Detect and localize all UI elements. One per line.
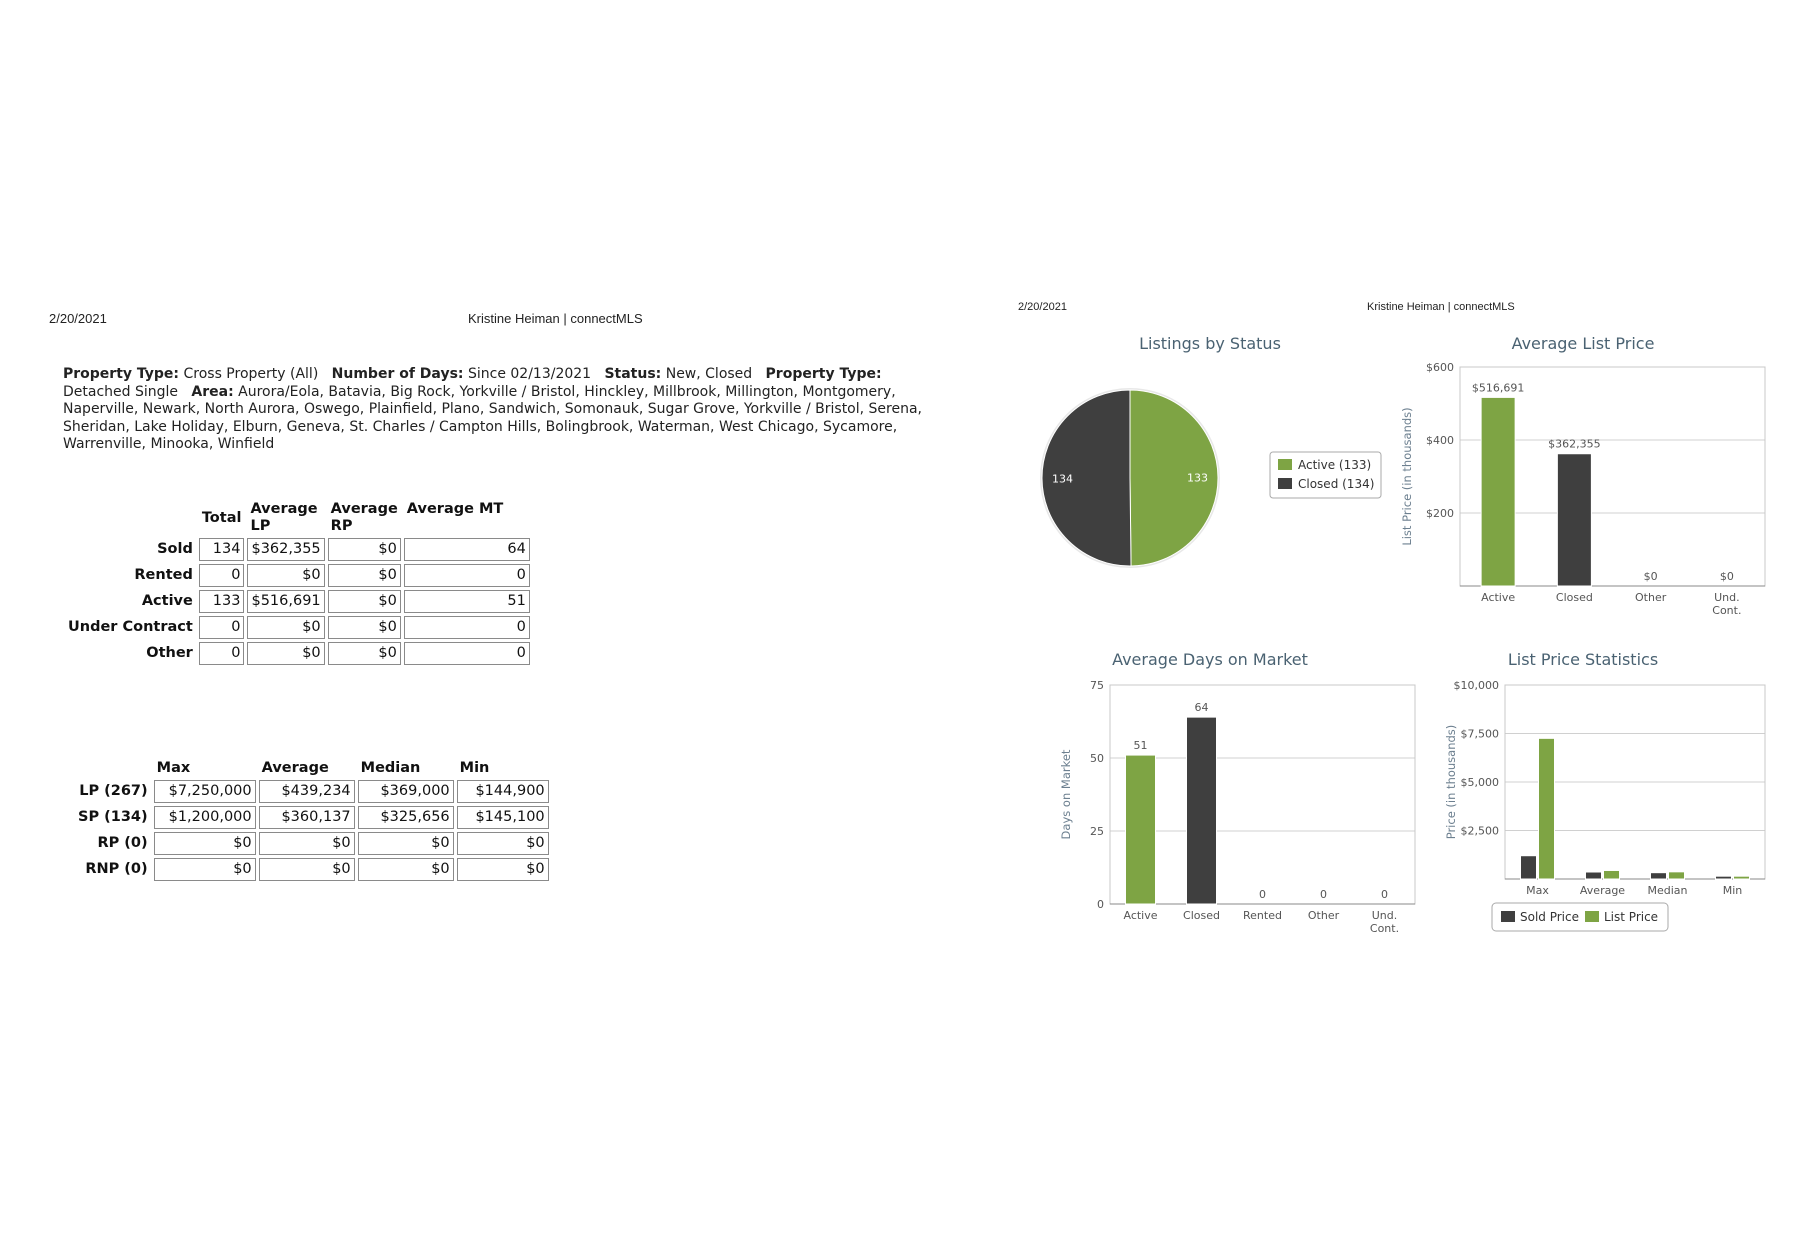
pie-slice-label: 134 (1052, 472, 1074, 486)
bar-sold-price-min (1716, 876, 1732, 879)
col-header: Average LP (250, 501, 318, 534)
bar-sold-price-average (1586, 872, 1602, 879)
row-label: Sold (157, 541, 193, 557)
bar-sold-price-median (1651, 873, 1667, 879)
legend-label: Active (133) (1298, 458, 1372, 472)
bar-active (1481, 397, 1515, 586)
legend-swatch (1278, 459, 1292, 470)
data-label: $362,355 (1548, 437, 1601, 451)
bar-active (1126, 755, 1156, 904)
bar-closed (1557, 454, 1591, 586)
x-tick-label: Closed (1183, 909, 1220, 922)
cell: $0 (328, 590, 401, 613)
x-tick-label: Cont. (1369, 922, 1400, 935)
cell: 0 (199, 642, 245, 665)
criteria-value: New, Closed (665, 366, 753, 382)
col-header: Average RP (330, 501, 398, 534)
chart-title: Average Days on Market (1112, 650, 1308, 669)
table-header-row (75, 760, 549, 777)
x-tick-label: Cont. (1712, 604, 1742, 617)
chart-title: List Price Statistics (1507, 650, 1659, 669)
cell: $0 (247, 642, 324, 665)
legend-swatch (1585, 911, 1599, 922)
page1-author: Kristine Heiman | connectMLS (468, 311, 643, 326)
y-tick-label: $200 (1426, 507, 1454, 520)
x-tick-label: Other (1307, 909, 1340, 922)
y-tick-label: 50 (1090, 752, 1104, 765)
page1-date: 2/20/2021 (49, 311, 107, 326)
search-criteria (63, 366, 943, 454)
cell: $325,656 (358, 806, 454, 829)
x-tick-label: Active (1123, 909, 1158, 922)
table-row (75, 780, 549, 803)
bar-sold-price-max (1521, 856, 1537, 879)
cell: $0 (328, 642, 401, 665)
data-label: 0 (1259, 888, 1266, 901)
cell: $0 (328, 538, 401, 561)
col-header: Median (360, 760, 421, 776)
data-label: 0 (1381, 888, 1388, 901)
legend-label: List Price (1604, 910, 1659, 924)
y-axis-label: Days on Market (1059, 749, 1073, 840)
x-tick-label: Max (1526, 884, 1549, 897)
y-axis-label: List Price (in thousands) (1400, 407, 1414, 546)
criteria-label: Property Type: (63, 366, 180, 382)
y-tick-label: $10,000 (1453, 679, 1499, 692)
y-tick-label: 0 (1097, 898, 1104, 911)
legend-swatch (1278, 478, 1292, 489)
x-tick-label: Und. (1371, 909, 1398, 922)
bar-list-price-median (1669, 872, 1685, 879)
data-label: 64 (1194, 701, 1209, 715)
bar-closed (1187, 717, 1217, 904)
y-tick-label: 75 (1090, 679, 1104, 692)
cell: 0 (199, 616, 245, 639)
table-row (65, 642, 530, 665)
cell: 0 (404, 564, 530, 587)
col-header: Max (156, 760, 191, 776)
legend-swatch (1501, 911, 1515, 922)
col-header: Total (201, 509, 242, 526)
criteria-label: Property Type: (765, 366, 882, 382)
row-label: RP (0) (97, 835, 148, 851)
data-label: $0 (1719, 570, 1734, 583)
cell: $0 (358, 858, 454, 881)
criteria-value: Aurora/Eola, Batavia, Big Rock, Yorkville / Bristol, Hinckley, Millbrook, Millington, Montgomery, Naperville, Newark, North Aurora, Oswego, Plainfield, Plano, Sandwich, Somonauk, Sugar Grove, Yorkville / Bristol, Serena, Sheridan, Lake Holiday, Elburn, Geneva, St. Charles / Campton Hills, Bolingbrook, Waterman, West Chicago, Sycamore, Warrenville, Minooka, Winfield (63, 383, 922, 452)
cell: $0 (154, 858, 256, 881)
pie-slice-label: 133 (1186, 471, 1208, 485)
criteria-value: Since 02/13/2021 (467, 366, 592, 382)
data-label: $0 (1643, 570, 1658, 583)
cell: $7,250,000 (154, 780, 256, 803)
cell: $0 (247, 616, 324, 639)
chart-title: Listings by Status (1139, 334, 1281, 353)
row-label: Under Contract (68, 619, 193, 635)
cell: $0 (457, 832, 549, 855)
row-label: Other (146, 645, 193, 661)
y-tick-label: $400 (1426, 434, 1454, 447)
criteria-label: Status: (604, 366, 662, 382)
row-label: Rented (134, 567, 193, 583)
data-label: 51 (1133, 739, 1148, 753)
cell: $439,234 (259, 780, 355, 803)
cell: $144,900 (457, 780, 549, 803)
y-tick-label: $5,000 (1460, 776, 1499, 789)
cell: $0 (259, 832, 355, 855)
row-label: RNP (0) (85, 861, 148, 877)
criteria-value: Cross Property (All) (183, 366, 319, 382)
x-tick-label: Median (1647, 884, 1688, 897)
data-label: 0 (1320, 888, 1327, 901)
cell: 134 (199, 538, 245, 561)
price-statistics-table (72, 757, 552, 884)
col-header: Average (261, 760, 329, 776)
cell: $1,200,000 (154, 806, 256, 829)
x-tick-label: Rented (1243, 909, 1282, 922)
chart-title: Average List Price (1511, 334, 1655, 353)
table-row (75, 832, 549, 855)
cell: 0 (404, 616, 530, 639)
x-tick-label: Active (1481, 591, 1516, 604)
cell: $0 (247, 564, 324, 587)
legend-label: Sold Price (1520, 910, 1579, 924)
cell: 64 (404, 538, 530, 561)
table-row (65, 590, 530, 613)
cell: 0 (404, 642, 530, 665)
cell: $0 (154, 832, 256, 855)
cell: 51 (404, 590, 530, 613)
row-label: SP (134) (78, 809, 148, 825)
cell: $360,137 (259, 806, 355, 829)
x-tick-label: Min (1722, 884, 1743, 897)
bar-list-price-max (1539, 738, 1555, 879)
cell: $369,000 (358, 780, 454, 803)
row-label: LP (267) (79, 783, 148, 799)
y-tick-label: $600 (1426, 361, 1454, 374)
row-label: Active (141, 593, 193, 609)
criteria-label: Area: (191, 383, 234, 400)
x-tick-label: Closed (1555, 591, 1593, 604)
cell: $0 (328, 564, 401, 587)
cell: $0 (457, 858, 549, 881)
bar-list-price-average (1604, 870, 1620, 879)
table-row (65, 538, 530, 561)
cell: $0 (358, 832, 454, 855)
y-axis-label: Price (in thousands) (1444, 724, 1458, 840)
bar-list-price-min (1734, 876, 1750, 879)
col-header: Min (459, 760, 490, 776)
cell: $145,100 (457, 806, 549, 829)
col-header: Average MT (406, 501, 504, 517)
table-row (75, 858, 549, 881)
data-label: $516,691 (1471, 381, 1525, 395)
criteria-label: Number of Days: (331, 366, 464, 382)
y-tick-label: $7,500 (1460, 727, 1499, 741)
table-row (75, 806, 549, 829)
x-tick-label: Und. (1714, 591, 1740, 604)
page2-date: 2/20/2021 (1018, 301, 1067, 313)
cell: $0 (328, 616, 401, 639)
cell: $516,691 (247, 590, 324, 613)
charts-area (1020, 320, 1770, 940)
criteria-value: Detached Single (63, 383, 179, 400)
cell: $362,355 (247, 538, 324, 561)
table-row (65, 616, 530, 639)
page2-author: Kristine Heiman | connectMLS (1367, 301, 1515, 313)
cell: 0 (199, 564, 245, 587)
cell: $0 (259, 858, 355, 881)
table-header-row (65, 501, 530, 535)
x-tick-label: Other (1635, 591, 1667, 604)
y-tick-label: 25 (1090, 825, 1104, 838)
x-tick-label: Average (1579, 884, 1626, 897)
legend-label: Closed (134) (1298, 477, 1375, 491)
y-tick-label: $2,500 (1460, 824, 1499, 838)
status-table (62, 498, 533, 668)
table-row (65, 564, 530, 587)
cell: 133 (199, 590, 245, 613)
